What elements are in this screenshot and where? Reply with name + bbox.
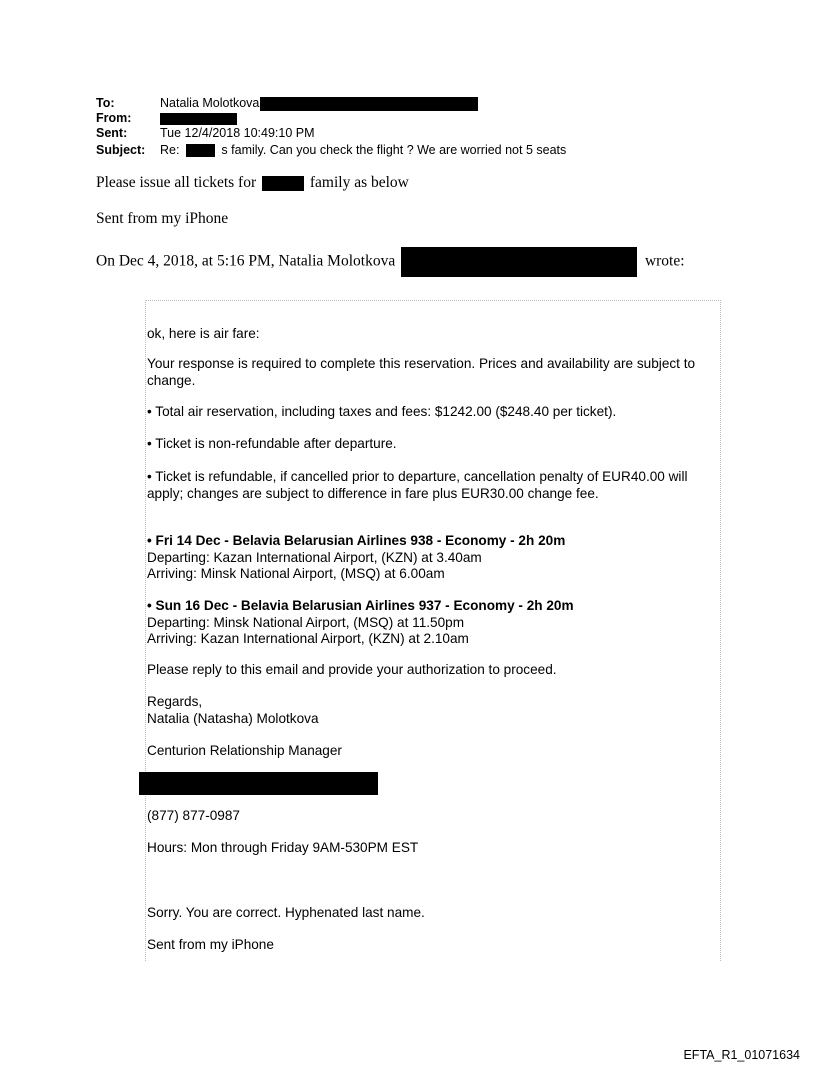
quoted-signoff — [147, 694, 719, 727]
flight-1-arriving: Arriving: Minsk National Airport, (MSQ) at 6.00am — [147, 566, 445, 581]
redaction-quote-email — [401, 247, 637, 277]
redaction-subject — [186, 144, 215, 157]
office-hours: Hours: Mon through Friday 9AM-530PM EST — [147, 840, 419, 855]
quoted-bullet-nonrefundable: • Ticket is non-refundable after departure. — [147, 436, 397, 451]
sender-phone: (877) 877-0987 — [147, 808, 240, 823]
flight-2 — [147, 598, 719, 648]
flight-2-arriving: Arriving: Kazan International Airport, (KZN) at 2.10am — [147, 631, 469, 646]
redaction-from — [160, 113, 237, 125]
regards: Regards, — [147, 694, 203, 709]
reply-line-issue-tickets: Please issue all tickets for family as below — [96, 174, 409, 191]
quoted-sorry: Sorry. You are correct. Hyphenated last name. — [147, 905, 425, 920]
to-value: Natalia Molotkova — [160, 96, 260, 110]
subject-text: s family. Can you check the flight ? We are worried not 5 seats — [221, 143, 567, 157]
sender-title: Centurion Relationship Manager — [147, 743, 342, 758]
flight-1 — [147, 533, 719, 583]
from-label: From: — [96, 111, 132, 125]
flight-2-departing: Departing: Minsk National Airport, (MSQ) at 11.50pm — [147, 614, 465, 630]
redaction-signature-block — [139, 772, 378, 795]
redaction-to-email — [260, 97, 478, 111]
reply-signature: Sent from my iPhone — [96, 210, 229, 227]
sender-name: Natalia (Natasha) Molotkova — [147, 710, 319, 726]
subject-label: Subject: — [96, 143, 146, 157]
sent-label: Sent: — [96, 126, 128, 140]
quoted-intro: ok, here is air fare: — [147, 326, 260, 341]
sent-value: Tue 12/4/2018 10:49:10 PM — [160, 126, 315, 140]
redaction-family — [262, 176, 304, 191]
document-id: EFTA_R1_01071634 — [683, 1048, 800, 1062]
flight-2-title: • Sun 16 Dec - Belavia Belarusian Airlines 937 - Economy - 2h 20m — [147, 598, 574, 613]
flight-1-title: • Fri 14 Dec - Belavia Belarusian Airlines 938 - Economy - 2h 20m — [147, 533, 566, 548]
quoted-bullet-total: • Total air reservation, including taxes and fees: $1242.00 ($248.40 per ticket). — [147, 404, 617, 419]
subject-prefix: Re: — [160, 143, 180, 157]
quoted-sent-from: Sent from my iPhone — [147, 937, 274, 952]
to-label: To: — [96, 96, 115, 110]
quoted-reply-request: Please reply to this email and provide your authorization to proceed. — [147, 662, 557, 677]
quote-intro: On Dec 4, 2018, at 5:16 PM, Natalia Molotkova wrote: — [96, 247, 685, 277]
flight-1-departing: Departing: Kazan International Airport, (KZN) at 3.40am — [147, 549, 482, 565]
quoted-response-required: Your response is required to complete this reservation. Prices and availability are subject to change. — [147, 356, 696, 388]
quoted-bullet-refundable: • Ticket is refundable, if cancelled prior to departure, cancellation penalty of EUR40.00 will apply; changes are subject to difference in fare plus EUR30.00 change fee. — [147, 469, 688, 501]
